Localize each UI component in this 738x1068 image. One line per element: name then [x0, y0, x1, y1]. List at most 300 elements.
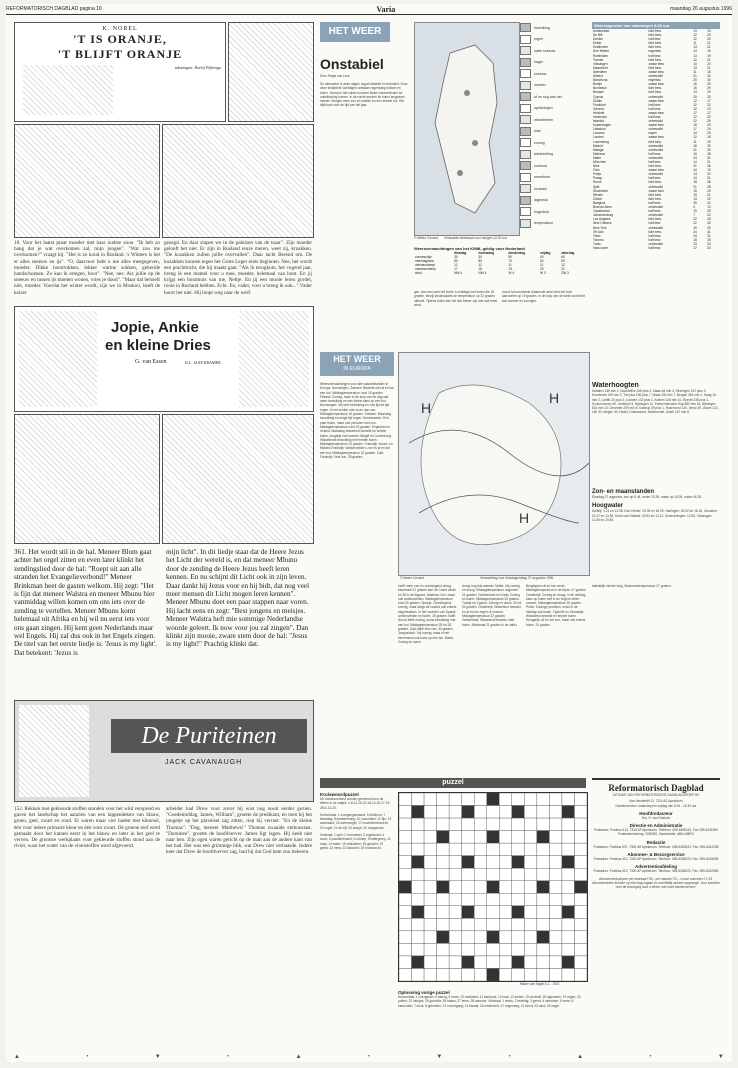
legend-symbol-icon: [520, 115, 531, 124]
city-cell: Vancouver: [593, 245, 609, 250]
knmi-cell: 60: [561, 255, 565, 260]
crossword-cell[interactable]: [512, 793, 525, 806]
puzzle-title: [320, 778, 586, 788]
crossword-cell[interactable]: [499, 818, 512, 831]
crossword-cell[interactable]: [474, 843, 487, 856]
crossword-cell[interactable]: [499, 956, 512, 969]
crossword-cell[interactable]: [524, 806, 537, 819]
crossword-cell[interactable]: [537, 906, 550, 919]
crossword-cell[interactable]: [574, 918, 587, 931]
strip3-banner: [14, 700, 314, 802]
city-cell: half bew.: [648, 102, 662, 107]
city-cell: 20: [707, 37, 711, 42]
crossword-cell[interactable]: [574, 893, 587, 906]
strip2-drawing-left: [19, 311, 97, 407]
crossword-cell[interactable]: [449, 793, 462, 806]
crossword-cell[interactable]: [437, 856, 450, 869]
crossword-cell[interactable]: [487, 943, 500, 956]
strip1-panel-4: [162, 124, 314, 238]
crossword-cell: [562, 906, 575, 919]
hoogwater-text: Delfzijl: 1.21 en 13.36. Den Helder: 03.39 en 16.09. Harlingen: 03.52 en 16.18, IJmuiden: 01.47 en 13.54, Hoek van Holland: 00.54 en 13.12, Scheveningen: 12.56, Vlissingen: 11.50 en 23.58.: [592, 509, 718, 522]
crossword-cell[interactable]: [449, 893, 462, 906]
crossword-cell[interactable]: [512, 968, 525, 981]
crossword-cell[interactable]: [549, 956, 562, 969]
crossword-cell[interactable]: [399, 793, 412, 806]
crossword-cell[interactable]: [437, 806, 450, 819]
crossword-cell[interactable]: [437, 906, 450, 919]
crossword-cell[interactable]: [462, 931, 475, 944]
crossword-cell[interactable]: [574, 856, 587, 869]
city-cell: 12: [693, 135, 697, 140]
crossword-cell[interactable]: [399, 906, 412, 919]
city-cell: Cyprus: [593, 94, 604, 99]
crossword-cell[interactable]: [537, 843, 550, 856]
crossword-cell[interactable]: [524, 943, 537, 956]
crossword-cell[interactable]: [574, 931, 587, 944]
crossword-cell[interactable]: [399, 868, 412, 881]
crossword-cell[interactable]: [487, 906, 500, 919]
crossword-cell[interactable]: [499, 906, 512, 919]
crossword-cell[interactable]: [424, 818, 437, 831]
crossword-cell[interactable]: [524, 856, 537, 869]
crossword-cell[interactable]: [474, 918, 487, 931]
crossword-cell[interactable]: [474, 906, 487, 919]
city-cell: half bew.: [648, 176, 662, 181]
zon-text: Dinsdag 27 augustus, zon op 6.44, onder 20.36, maan op 19.09, onder 04.35.: [592, 495, 702, 499]
crossword-cell[interactable]: [524, 818, 537, 831]
crossword-cell[interactable]: [462, 918, 475, 931]
crossword-cell[interactable]: [449, 856, 462, 869]
crossword-cell[interactable]: [574, 806, 587, 819]
crossword-cell[interactable]: [437, 793, 450, 806]
city-cell: Praag: [593, 176, 602, 181]
crossword-cell[interactable]: [412, 831, 425, 844]
colofon-h5: Advertentieafdeling: [634, 864, 677, 870]
crossword-cell[interactable]: [449, 918, 462, 931]
crossword-grid[interactable]: [398, 792, 588, 982]
crossword-cell[interactable]: [462, 831, 475, 844]
puzzle-credit: Maker van Sagel 5-1 - 1913: [520, 982, 560, 986]
crossword-cell[interactable]: [524, 831, 537, 844]
crossword-cell[interactable]: [512, 943, 525, 956]
crossword-cell[interactable]: [499, 856, 512, 869]
crossword-cell[interactable]: [487, 856, 500, 869]
crossword-cell[interactable]: [499, 881, 512, 894]
crossword-cell[interactable]: [574, 793, 587, 806]
crossword-cell[interactable]: [537, 968, 550, 981]
crossword-cell[interactable]: [424, 943, 437, 956]
legend-label: warmfront: [534, 175, 550, 180]
crossword-cell[interactable]: [474, 956, 487, 969]
knmi-cell: 20: [539, 267, 544, 272]
crossword-cell[interactable]: [412, 843, 425, 856]
city-cell: 22: [693, 217, 697, 222]
crossword-cell[interactable]: [399, 943, 412, 956]
crossword-cell[interactable]: [512, 881, 525, 894]
crossword-cell[interactable]: [399, 956, 412, 969]
crossword-cell[interactable]: [562, 931, 575, 944]
knmi-cell: 40: [539, 255, 544, 260]
europe-brand: [320, 352, 394, 376]
legend-symbol-icon: [520, 58, 531, 67]
crossword-cell[interactable]: [549, 906, 562, 919]
crossword-cell[interactable]: [549, 881, 562, 894]
city-cell: regen: [648, 131, 657, 136]
crossword-cell[interactable]: [549, 843, 562, 856]
city-cell: Twente: [593, 57, 604, 62]
city-cell: Eindhoven: [593, 45, 609, 50]
crossword-cell[interactable]: [424, 806, 437, 819]
city-cell: 17: [707, 98, 711, 103]
knmi-cell: W 4: [508, 271, 515, 276]
city-cell: licht bew.: [648, 41, 662, 46]
legend-item: [520, 22, 588, 34]
crossword-cell[interactable]: [399, 931, 412, 944]
legend-item: [520, 91, 588, 103]
legend-item: [520, 103, 588, 115]
crossword-cell[interactable]: [449, 831, 462, 844]
crossword-cell[interactable]: [412, 893, 425, 906]
puzzle-intro: De doodsvoorkeur worden genoemd door de letters in de vakjes: 4-8-11-15-20-18-10-15-27-19-28-5-14-25.: [320, 797, 391, 810]
city-cell: Toronto: [593, 237, 604, 242]
crossword-cell[interactable]: [424, 868, 437, 881]
waterhoogten-text: Kanalen 245 min 2, Noordelike 245 plus 2, Maas 4d min 3, Reclingen 102 plus 3, Hombroek 249 min 2, Tiel plus 156 plus 7, Maas 330 min 7, Bergen 364 min 1, Haag 16 min 2, Lobith 20 plus 3, Lochem 132 plus 1, Kottem 128 min 10, Roede 236 plus 1, Schoonhoven 40, Limbricht 4, Nijmegen 10, Pannerdensche Kop 883 min 16, Nijmegen 631 min 14, Deventer 259 min 8, Kastrup 39 plus 1, Roermond 130, Venlo 39, Grave 122, Lith 40, Megen 40, Hedel, Dodewaard, Zaltbommel, IJssel 247 min 8.: [592, 389, 719, 415]
crossword-cell[interactable]: [412, 931, 425, 944]
legend-item: [520, 206, 588, 218]
crossword-cell[interactable]: [574, 843, 587, 856]
crossword-cell[interactable]: [474, 881, 487, 894]
strip2-title-line2: en kleine Dries: [105, 337, 211, 354]
crossword-cell[interactable]: [437, 843, 450, 856]
crossword-cell[interactable]: [424, 843, 437, 856]
strip1-title-line2: 'T BLIJFT ORANJE: [57, 47, 183, 61]
crossword-cell[interactable]: [437, 818, 450, 831]
crossword-cell[interactable]: [562, 818, 575, 831]
crossword-cell[interactable]: [499, 918, 512, 931]
crossword-cell[interactable]: [462, 793, 475, 806]
crossword-cell[interactable]: [412, 793, 425, 806]
crossword-cell[interactable]: [474, 818, 487, 831]
crossword-cell[interactable]: [562, 793, 575, 806]
crossword-cell[interactable]: [399, 818, 412, 831]
city-cell: New Orleans: [593, 221, 612, 226]
crossword-cell[interactable]: [462, 881, 475, 894]
crossword-cell[interactable]: [549, 943, 562, 956]
crossword-cell[interactable]: [562, 843, 575, 856]
crossword-cell[interactable]: [424, 906, 437, 919]
crossword-cell[interactable]: [549, 918, 562, 931]
crossword-cell[interactable]: [474, 831, 487, 844]
crossword-cell[interactable]: [537, 856, 550, 869]
crossword-cell[interactable]: [524, 793, 537, 806]
strip2-text-right: mijn licht". In dit liedje staat dat de Heere Jezus het Licht der wereld is, en dat meneer Mbunu door de zending de Heere Jezus heeft leren kennen. En nu schijnt dit Licht ook in zijn leven. Daar dankt hij Jezus voor en hij bidt, dat nog veel meer mensen dit Licht mogen leren kennen". Meneer Mbunu doet een paar stappen naar voren. Hij lacht eens en zegt: "Best jongens en meisjes. Meneer Walstra heft mie sommige Nederlandse woorde geleert. Ik now voor jou zal zingen". Dan klinkt zijn mooie, zware stem door de hal: "Jesus is my light!" Prachtig klinkt dat.: [166, 548, 310, 649]
city-weather-table: [592, 22, 720, 376]
crossword-cell[interactable]: [474, 793, 487, 806]
city-cell: 7: [693, 213, 696, 218]
crossword-cell[interactable]: [537, 793, 550, 806]
crossword-cell[interactable]: [474, 968, 487, 981]
crossword-cell[interactable]: [574, 906, 587, 919]
crossword-cell[interactable]: [499, 831, 512, 844]
city-cell: 20: [707, 61, 711, 66]
city-cell: 22: [707, 213, 711, 218]
crossword-cell[interactable]: [487, 893, 500, 906]
crossword-cell[interactable]: [562, 968, 575, 981]
crossword-cell[interactable]: [437, 968, 450, 981]
weather-map-copyright: © Meteo Consult: [414, 236, 438, 240]
crossword-cell[interactable]: [499, 943, 512, 956]
crossword-cell[interactable]: [487, 918, 500, 931]
knmi-table-title: Weersverwachtingen van het KNMI, geldig voor Nederland: [414, 246, 525, 251]
crossword-cell: [487, 881, 500, 894]
city-cell: 19: [707, 139, 711, 144]
crossword-cell[interactable]: [487, 806, 500, 819]
crossword-cell[interactable]: [512, 868, 525, 881]
crossword-cell[interactable]: [487, 843, 500, 856]
crossword-cell[interactable]: [549, 868, 562, 881]
crossword-cell[interactable]: [474, 931, 487, 944]
crossword-cell[interactable]: [412, 868, 425, 881]
crossword-cell[interactable]: [424, 831, 437, 844]
crossword-cell[interactable]: [562, 918, 575, 931]
crossword-cell[interactable]: [449, 843, 462, 856]
crossword-cell[interactable]: [474, 893, 487, 906]
crossword-cell[interactable]: [424, 893, 437, 906]
crossword-cell[interactable]: [474, 943, 487, 956]
crossword-cell[interactable]: [512, 818, 525, 831]
crossword-cell[interactable]: [499, 931, 512, 944]
colofon-line1: Van Vanderbilt 11, 7204 AZ Apeldoorn: [629, 799, 683, 804]
crossword-cell[interactable]: [462, 968, 475, 981]
crossword-cell[interactable]: [499, 893, 512, 906]
crossword-cell[interactable]: [462, 818, 475, 831]
crossword-cell[interactable]: [449, 906, 462, 919]
legend-item: [520, 160, 588, 172]
knmi-cell: neerslagkans: [415, 259, 434, 264]
crossword-cell[interactable]: [412, 818, 425, 831]
crossword-cell[interactable]: [412, 943, 425, 956]
crossword-cell[interactable]: [537, 918, 550, 931]
city-cell: New York: [593, 225, 607, 230]
crossword-cell[interactable]: [474, 856, 487, 869]
city-cell: 25: [707, 237, 711, 242]
legend-symbol-icon: [520, 92, 531, 101]
footer-marker: •: [649, 1054, 652, 1060]
legend-symbol-icon: [520, 219, 531, 228]
crossword-cell[interactable]: [499, 793, 512, 806]
crossword-cell[interactable]: [499, 806, 512, 819]
crossword-cell[interactable]: [524, 931, 537, 944]
crossword-cell[interactable]: [524, 906, 537, 919]
crossword-cell[interactable]: [499, 868, 512, 881]
city-cell: Tunis: [593, 241, 601, 246]
crossword-cell[interactable]: [474, 868, 487, 881]
crossword-cell[interactable]: [449, 956, 462, 969]
legend-item: [520, 126, 588, 138]
crossword-cell[interactable]: [487, 956, 500, 969]
city-cell: Zürich: [593, 196, 602, 201]
crossword-cell[interactable]: [399, 831, 412, 844]
legend-item: [520, 137, 588, 149]
crossword-cell: [512, 806, 525, 819]
knmi-cell: maximumtemp: [415, 267, 436, 272]
legend-symbol-icon: [520, 104, 531, 113]
crossword-cell[interactable]: [399, 893, 412, 906]
legend-item: [520, 183, 588, 195]
crossword-cell[interactable]: [437, 893, 450, 906]
legend-symbol-icon: [520, 138, 531, 147]
crossword-cell[interactable]: [512, 918, 525, 931]
crossword-cell[interactable]: [437, 943, 450, 956]
crossword-cell[interactable]: [412, 881, 425, 894]
crossword-cell[interactable]: [562, 943, 575, 956]
crossword-cell[interactable]: [524, 968, 537, 981]
crossword-cell[interactable]: [462, 868, 475, 881]
crossword-cell[interactable]: [424, 793, 437, 806]
city-cell: 14: [693, 168, 697, 173]
crossword-cell: [487, 831, 500, 844]
crossword-cell[interactable]: [549, 893, 562, 906]
crossword-cell[interactable]: [424, 856, 437, 869]
crossword-cell[interactable]: [574, 868, 587, 881]
crossword-cell: [462, 906, 475, 919]
crossword-cell[interactable]: [524, 843, 537, 856]
crossword-cell[interactable]: [499, 843, 512, 856]
city-cell: onbewolkt: [648, 147, 663, 152]
netherlands-map: [415, 23, 519, 235]
city-cell: 16: [693, 86, 697, 91]
crossword-cell[interactable]: [512, 843, 525, 856]
crossword-cell[interactable]: [512, 831, 525, 844]
crossword-cell[interactable]: [549, 856, 562, 869]
crossword-cell[interactable]: [562, 868, 575, 881]
crossword-cell[interactable]: [562, 881, 575, 894]
city-cell: licht bew.: [648, 33, 662, 38]
city-cell: 24: [693, 233, 697, 238]
crossword-cell[interactable]: [462, 943, 475, 956]
crossword-cell[interactable]: [574, 968, 587, 981]
city-cell: Nice: [593, 164, 600, 169]
crossword-cell[interactable]: [462, 893, 475, 906]
crossword-cell[interactable]: [449, 968, 462, 981]
city-cell: 15: [693, 192, 697, 197]
crossword-cell[interactable]: [512, 893, 525, 906]
crossword-cell[interactable]: [537, 818, 550, 831]
crossword-cell[interactable]: [549, 931, 562, 944]
crossword-cell[interactable]: [449, 818, 462, 831]
city-cell: licht bew.: [648, 45, 662, 50]
crossword-cell: [537, 931, 550, 944]
crossword-cell[interactable]: [424, 918, 437, 931]
crossword-cell[interactable]: [549, 793, 562, 806]
city-cell: 22: [693, 221, 697, 226]
city-cell: 14: [693, 176, 697, 181]
crossword-cell[interactable]: [524, 868, 537, 881]
crossword-cell[interactable]: [574, 943, 587, 956]
crossword-cell[interactable]: [524, 881, 537, 894]
city-cell: 13: [693, 45, 697, 50]
crossword-cell[interactable]: [549, 818, 562, 831]
city-cell: zwaar bew.: [648, 135, 665, 140]
crossword-cell[interactable]: [537, 956, 550, 969]
crossword-cell[interactable]: [399, 806, 412, 819]
city-cell: 24: [693, 155, 697, 160]
crossword-cell[interactable]: [399, 968, 412, 981]
city-cell: 21: [707, 41, 711, 46]
crossword-cell[interactable]: [512, 931, 525, 944]
city-cell: zwaar bew.: [648, 123, 665, 128]
crossword-cell[interactable]: [537, 868, 550, 881]
legend-item: [520, 218, 588, 230]
crossword-cell[interactable]: [549, 806, 562, 819]
crossword-cell[interactable]: [487, 868, 500, 881]
crossword-cell[interactable]: [562, 831, 575, 844]
city-cell: 14: [693, 131, 697, 136]
crossword-cell[interactable]: [449, 868, 462, 881]
crossword-cell[interactable]: [474, 806, 487, 819]
crossword-cell[interactable]: [537, 893, 550, 906]
legend-label: mist: [534, 129, 541, 134]
crossword-cell[interactable]: [562, 893, 575, 906]
crossword-cell[interactable]: [424, 956, 437, 969]
crossword-cell[interactable]: [462, 843, 475, 856]
crossword-cell[interactable]: [524, 893, 537, 906]
city-cell: onbewolkt: [648, 127, 663, 132]
crossword-cell[interactable]: [549, 968, 562, 981]
crossword-cell[interactable]: [424, 881, 437, 894]
crossword-cell[interactable]: [549, 831, 562, 844]
city-cell: 28: [707, 180, 711, 185]
crossword-cell[interactable]: [412, 968, 425, 981]
europe-text-3: droog nog iets warmer. Malta: Vrij zonnig en droog. Middagtemperatuur ongeveer 31 graden. Griekenland en Kreta: Zonnig en warm. Middagtemperatuur 29 graden. Turkije en Cyprus: Zonnig en warm, 30 tot 34 graden. Oostenrijk: Wisselend bewolkt en af en toe regen of onweer. Middagtemperatuur 22 graden. Zwitserland: Wisselend bewolkt, later buien. Maximaal 21 graden in de vallei.: [462, 584, 522, 627]
crossword-cell[interactable]: [574, 831, 587, 844]
crossword-cell[interactable]: [449, 931, 462, 944]
crossword-cell[interactable]: [449, 806, 462, 819]
crossword-cell[interactable]: [537, 943, 550, 956]
crossword-cell[interactable]: [499, 968, 512, 981]
crossword-cell[interactable]: [424, 931, 437, 944]
crossword-cell[interactable]: [449, 943, 462, 956]
city-cell: 20: [707, 33, 711, 38]
crossword-cell[interactable]: [449, 881, 462, 894]
knmi-cell: ZW 3: [561, 271, 569, 276]
city-cell: licht bew.: [648, 217, 662, 222]
crossword-cell[interactable]: [524, 956, 537, 969]
crossword-cell: [487, 968, 500, 981]
crossword-cell[interactable]: [399, 856, 412, 869]
crossword-cell: [487, 931, 500, 944]
city-cell: 12: [693, 33, 697, 38]
crossword-cell[interactable]: [537, 806, 550, 819]
crossword-cell[interactable]: [399, 843, 412, 856]
crossword-cell: [462, 806, 475, 819]
colofon-small: Abonnementsprijzen per kwartaal f 60,- per maand f 20,-. Losse nummers f 1,35. Abonnementen kunnen op elke dag ingaan en schriftelijk worden opgezegd. Voor klachten over de bezorging kunt u bellen met onze klantenservice.: [592, 876, 720, 890]
crossword-cell[interactable]: [574, 818, 587, 831]
colofon-h1: Hoofdredacteur: [639, 810, 673, 816]
city-cell: onbewolkt: [648, 119, 663, 124]
crossword-cell[interactable]: [412, 918, 425, 931]
crossword-cell[interactable]: [424, 968, 437, 981]
city-cell: 20: [707, 188, 711, 193]
crossword-cell[interactable]: [487, 818, 500, 831]
city-cell: Berlijn: [593, 82, 602, 87]
crossword-cell[interactable]: [437, 918, 450, 931]
crossword-cell[interactable]: [437, 868, 450, 881]
crossword-cell[interactable]: [574, 956, 587, 969]
crossword-cell[interactable]: [437, 956, 450, 969]
crossword-cell[interactable]: [524, 918, 537, 931]
crossword-cell[interactable]: [399, 918, 412, 931]
